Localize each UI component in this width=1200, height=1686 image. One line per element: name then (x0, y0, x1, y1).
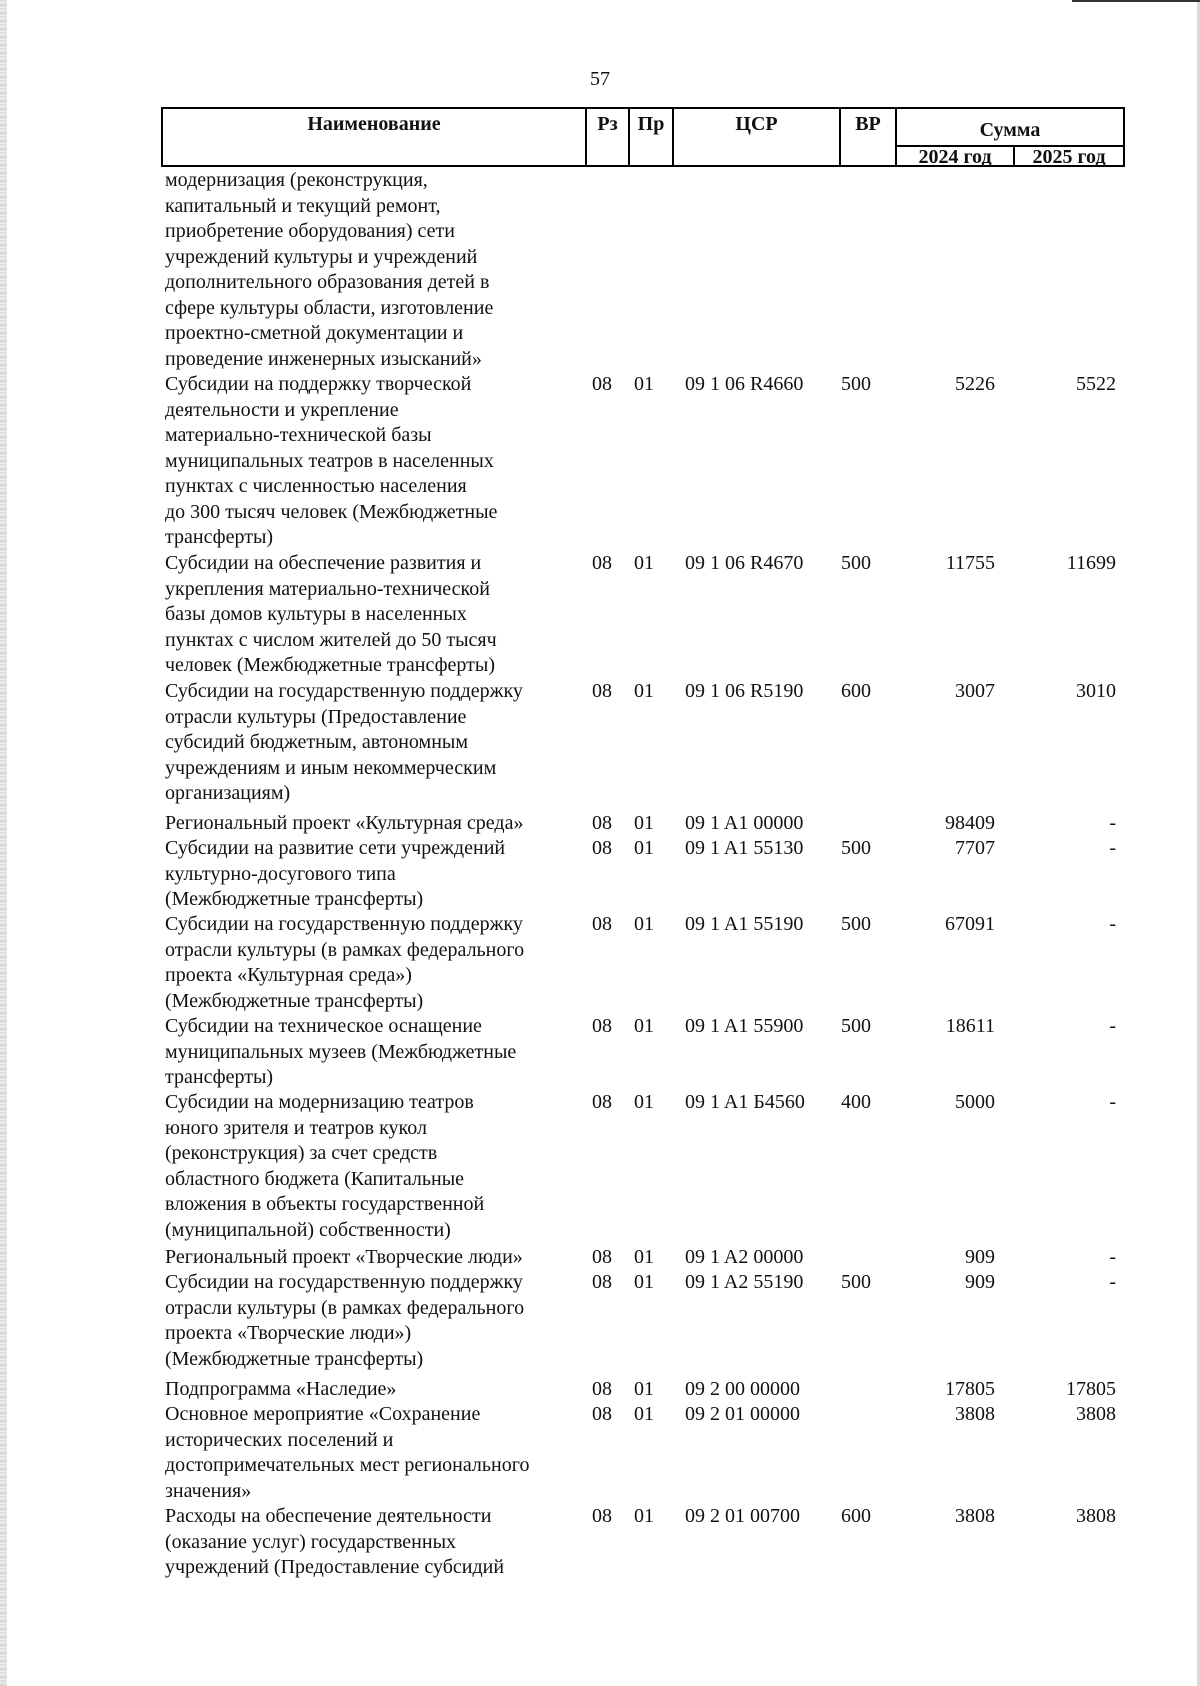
row-sum-2024: 98409 (945, 812, 995, 834)
row-vr: 500 (841, 552, 871, 574)
row-name-line: (реконструкция) за счет средств (165, 1142, 438, 1164)
row-sum-2024: 7707 (955, 837, 995, 859)
row-name-line: областного бюджета (Капитальные (165, 1167, 465, 1190)
row-pr: 01 (634, 1378, 654, 1400)
row-name-line: сфере культуры области, изготовление (165, 296, 494, 319)
row-sum-2025: - (1109, 812, 1116, 834)
row-name-line: Субсидии на модернизацию театров (165, 1091, 474, 1113)
row-sum-2024: 3007 (955, 680, 995, 702)
row-vr: 500 (841, 373, 871, 395)
row-name-line: Региональный проект «Культурная среда» (165, 812, 524, 834)
row-vr: 400 (841, 1091, 871, 1113)
row-name (165, 1402, 565, 1504)
row-sum-2025: 3808 (1076, 1505, 1116, 1527)
row-sum-2025: 17805 (1066, 1378, 1116, 1400)
row-name-line: проведение инженерных изысканий» (165, 347, 482, 370)
row-pr: 01 (634, 1091, 654, 1113)
row-name-line: достопримечательных мест регионального (165, 1454, 530, 1476)
row-sum-2024: 3808 (955, 1403, 995, 1425)
row-name-line: Субсидии на государственную поддержку (165, 680, 523, 702)
row-csr: 09 1 A1 55190 (685, 913, 804, 935)
row-name-line: Субсидии на техническое оснащение (165, 1015, 482, 1037)
row-rz: 08 (592, 812, 612, 834)
row-pr: 01 (634, 680, 654, 702)
row-name-line: (Межбюджетные трансферты) (165, 989, 424, 1012)
row-name-line: (оказание услуг) государственных (165, 1530, 457, 1553)
row-sum-2025: 5522 (1076, 373, 1116, 395)
row-rz: 08 (592, 1505, 612, 1527)
row-csr: 09 1 A1 Б4560 (685, 1091, 805, 1113)
row-vr: 600 (841, 1505, 871, 1527)
row-csr: 09 1 06 R4660 (685, 373, 804, 395)
row-sum-2025: - (1109, 1246, 1116, 1268)
header-vr: ВР (855, 113, 881, 135)
header-top-rule (161, 107, 1123, 109)
row-sum-2024: 909 (965, 1246, 995, 1268)
row-name-line: трансферты) (165, 526, 274, 548)
row-csr: 09 2 00 00000 (685, 1378, 800, 1400)
header-rz: Рз (597, 113, 618, 135)
header-divider (1123, 107, 1125, 167)
row-csr: 09 1 A1 55900 (685, 1015, 804, 1037)
row-name (165, 1245, 565, 1271)
row-name-line: отрасли культуры (в рамках федерального (165, 938, 525, 961)
row-name-line: проекта «Культурная среда») (165, 964, 412, 986)
row-csr: 09 1 A2 00000 (685, 1246, 804, 1268)
row-name-line: значения» (165, 1479, 252, 1502)
row-name (165, 811, 565, 837)
row-name-line: отрасли культуры (Предоставление (165, 705, 467, 728)
row-name (165, 372, 565, 551)
row-name-line: (Межбюджетные трансферты) (165, 888, 424, 910)
scan-edge-left (0, 0, 7, 1686)
row-sum-2025: - (1109, 1015, 1116, 1037)
row-csr: 09 1 06 R4670 (685, 552, 804, 574)
row-pr: 01 (634, 552, 654, 574)
row-name-line: Расходы на обеспечение деятельности (165, 1505, 492, 1527)
row-pr: 01 (634, 1246, 654, 1268)
row-sum-2024: 67091 (945, 913, 995, 935)
row-sum-2024: 5226 (955, 373, 995, 395)
row-rz: 08 (592, 552, 612, 574)
row-sum-2025: - (1109, 1091, 1116, 1113)
row-rz: 08 (592, 373, 612, 395)
header-sum: Сумма (979, 119, 1041, 141)
row-name-line: учреждений (Предоставление субсидий (165, 1556, 505, 1578)
row-name-line: (Межбюджетные трансферты) (165, 1347, 424, 1370)
row-csr: 09 2 01 00700 (685, 1505, 800, 1527)
row-name-line: Субсидии на обеспечение развития и (165, 552, 482, 574)
row-sum-2025: - (1109, 913, 1116, 935)
row-csr: 09 1 A1 55130 (685, 837, 804, 859)
header-year-2024: 2024 год (918, 146, 992, 168)
row-pr: 01 (634, 812, 654, 834)
row-sum-2025: - (1109, 1271, 1116, 1293)
row-csr: 09 1 A1 00000 (685, 812, 804, 834)
row-name-line: приобретение оборудования) сети (165, 220, 455, 242)
row-pr: 01 (634, 1505, 654, 1527)
row-name (165, 1270, 565, 1372)
row-name (165, 836, 565, 913)
row-csr: 09 1 06 R5190 (685, 680, 804, 702)
row-name (165, 1377, 565, 1403)
row-csr: 09 2 01 00000 (685, 1403, 800, 1425)
row-name-line: проектно-сметной документации и (165, 322, 464, 344)
row-name (165, 1014, 565, 1091)
row-rz: 08 (592, 1091, 612, 1113)
row-rz: 08 (592, 1378, 612, 1400)
row-vr: 500 (841, 1271, 871, 1293)
header-name: Наименование (307, 113, 441, 135)
header-csr: ЦСР (735, 113, 778, 135)
row-name-line: проекта «Творческие люди») (165, 1322, 412, 1344)
row-name-line: муниципальных театров в населенных (165, 449, 494, 472)
row-rz: 08 (592, 1015, 612, 1037)
row-name-line: (муниципальной) собственности) (165, 1218, 451, 1241)
row-name-line: Субсидии на государственную поддержку (165, 1271, 523, 1293)
row-name-line: Субсидии на государственную поддержку (165, 913, 523, 935)
row-name (165, 1504, 565, 1581)
row-sum-2025: 3010 (1076, 680, 1116, 702)
row-name-line: базы домов культуры в населенных (165, 603, 467, 625)
row-name-line: человек (Межбюджетные трансферты) (165, 654, 496, 676)
row-vr: 500 (841, 1015, 871, 1037)
row-name-line: Подпрограмма «Наследие» (165, 1378, 397, 1400)
row-name-line: Основное мероприятие «Сохранение (165, 1403, 481, 1425)
row-name-line: модернизация (реконструкция, (165, 169, 428, 191)
row-name-line: Субсидии на развитие сети учреждений (165, 837, 506, 859)
row-name (165, 912, 565, 1014)
row-name-line: исторических поселений и (165, 1428, 394, 1451)
row-name-line: деятельности и укрепление (165, 398, 399, 421)
page-number: 57 (590, 68, 610, 90)
row-pr: 01 (634, 837, 654, 859)
row-rz: 08 (592, 680, 612, 702)
row-name-line: материально-технической базы (165, 424, 432, 446)
row-name-line: пунктах с числом жителей до 50 тысяч (165, 628, 497, 651)
row-pr: 01 (634, 1271, 654, 1293)
row-vr: 500 (841, 837, 871, 859)
row-name-line: юного зрителя и театров кукол (165, 1116, 427, 1139)
row-rz: 08 (592, 913, 612, 935)
row-name (165, 168, 565, 372)
row-sum-2024: 5000 (955, 1091, 995, 1113)
row-name-line: до 300 тысяч человек (Межбюджетные (165, 500, 498, 523)
row-name-line: муниципальных музеев (Межбюджетные (165, 1040, 517, 1063)
row-sum-2025: - (1109, 837, 1116, 859)
scan-corner-mark (1072, 0, 1200, 2)
row-csr: 09 1 A2 55190 (685, 1271, 804, 1293)
row-sum-2024: 17805 (945, 1378, 995, 1400)
row-name (165, 551, 565, 679)
row-name-line: укрепления материально-технической (165, 577, 490, 600)
row-rz: 08 (592, 837, 612, 859)
row-name-line: учреждений культуры и учреждений (165, 245, 478, 268)
row-name-line: дополнительного образования детей в (165, 271, 490, 293)
row-vr: 500 (841, 913, 871, 935)
row-sum-2024: 909 (965, 1271, 995, 1293)
row-sum-2025: 11699 (1066, 552, 1116, 574)
row-name-line: Региональный проект «Творческие люди» (165, 1246, 523, 1268)
row-pr: 01 (634, 373, 654, 395)
row-sum-2024: 3808 (955, 1505, 995, 1527)
row-vr: 600 (841, 680, 871, 702)
row-name-line: организациям) (165, 782, 291, 804)
row-name-line: культурно-досугового типа (165, 862, 396, 885)
row-rz: 08 (592, 1403, 612, 1425)
row-name (165, 679, 565, 807)
row-pr: 01 (634, 1015, 654, 1037)
row-name-line: пунктах с численностью населения (165, 475, 467, 497)
row-name-line: трансферты) (165, 1066, 274, 1088)
header-year-2025: 2025 год (1032, 146, 1106, 168)
row-pr: 01 (634, 913, 654, 935)
row-pr: 01 (634, 1403, 654, 1425)
row-name-line: учреждениям и иным некоммерческим (165, 756, 497, 779)
row-rz: 08 (592, 1246, 612, 1268)
row-name-line: Субсидии на поддержку творческой (165, 373, 472, 395)
header-pr: Пр (637, 113, 665, 135)
row-sum-2024: 18611 (945, 1015, 995, 1037)
row-name-line: вложения в объекты государственной (165, 1193, 485, 1215)
row-rz: 08 (592, 1271, 612, 1293)
row-sum-2025: 3808 (1076, 1403, 1116, 1425)
row-sum-2024: 11755 (945, 552, 995, 574)
row-name-line: субсидий бюджетным, автономным (165, 731, 469, 753)
row-name (165, 1090, 565, 1243)
row-name-line: капитальный и текущий ремонт, (165, 194, 441, 217)
row-name-line: отрасли культуры (в рамках федерального (165, 1296, 525, 1319)
